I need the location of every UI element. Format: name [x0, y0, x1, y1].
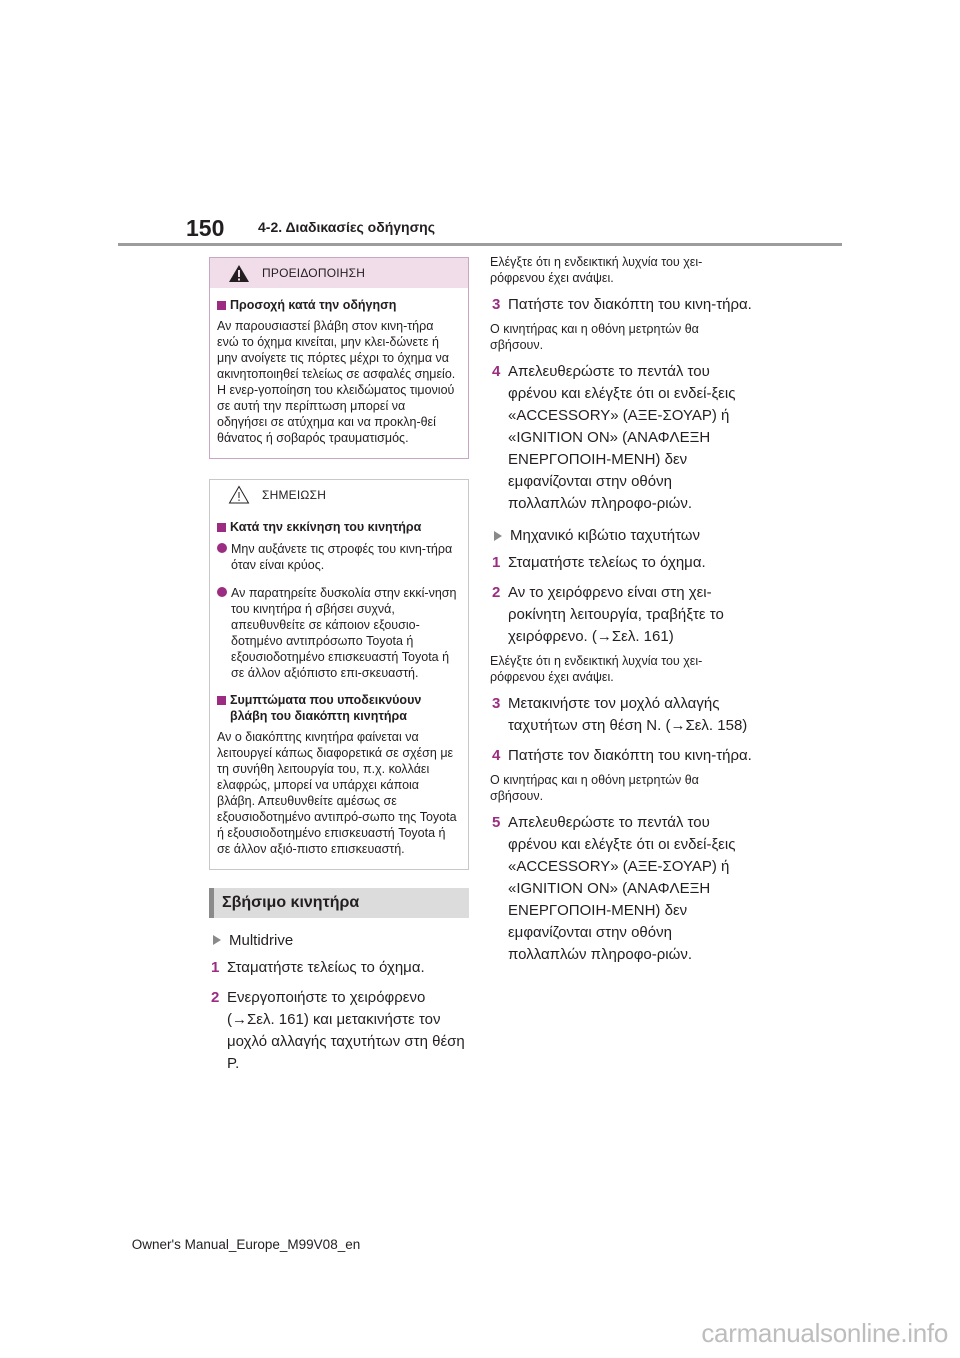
warning-box	[209, 257, 469, 459]
step-number: 1	[211, 958, 220, 976]
manual-step-4	[490, 745, 752, 767]
manual-note-1: Ελέγξτε ότι η ενδεικτική λυχνία του χει-ρόφρενου έχει ανάψει.	[490, 654, 703, 684]
multidrive-step-3	[490, 294, 752, 316]
note-section1-title: Κατά την εκκίνηση του κινητήρα	[230, 519, 422, 534]
manual-step-3	[490, 693, 752, 737]
note-bullet-1	[217, 541, 458, 573]
header-rule	[118, 243, 842, 246]
warning-section-head	[217, 298, 458, 314]
step-text: Ενεργοποιήστε το χειρόφρενο (→Σελ. 161) και μετακινήστε τον μοχλό αλλαγής ταχυτήτων στη θέση P.	[227, 988, 465, 1072]
step-number: 3	[492, 695, 501, 712]
step-text: Σταματήστε τελείως το όχημα.	[227, 958, 425, 976]
note-box	[209, 479, 469, 870]
step-text: Απελευθερώστε το πεντάλ του φρένου και ελέγξτε ότι οι ενδεί-ξεις «ACCESSORY» (ΑΞΕ-ΣΟΥΑΡ) ή «IGNITION ON» (ΑΝΑΦΛΕΞΗ ΕΝΕΡΓΟΠΟΙΗ-ΜΕΝΗ) δεν εμφανίζονται στην οθόνη πολλαπλών πληροφο-ριών.	[508, 814, 736, 963]
note-section1-head	[217, 520, 458, 536]
right-column	[490, 255, 752, 966]
warning-body	[210, 288, 468, 458]
multidrive-label	[209, 932, 469, 949]
multidrive-step-2	[209, 987, 469, 1075]
stop-engine-heading: Σβήσιμο κινητήρα	[209, 888, 469, 918]
note-title: ΣΗΜΕΙΩΣΗ	[262, 487, 327, 502]
multidrive-label-text: Multidrive	[229, 931, 294, 949]
square-bullet-icon	[217, 696, 226, 705]
manual-note-2: Ο κινητήρας και η οθόνη μετρητών θα σβήσουν.	[490, 773, 699, 803]
note-section2-text: Αν ο διακόπτης κινητήρα φαίνεται να λειτουργεί κάπως διαφορετικά σε σχέση με τη συνήθη λειτουργία του, π.χ. κολλάει ελαφρώς, μπορεί να υπάρχει κάποια βλάβη. Απευθυνθείτε αμέσως σε εξουσιοδοτημένο αντιπρό-σωπο της Toyota ή εξουσιοδοτημένο επισκευαστή Toyota ή σε άλλον αξιό-πιστο επισκευαστή.	[217, 729, 457, 856]
multidrive-note-2: Ο κινητήρας και η οθόνη μετρητών θα σβήσουν.	[490, 322, 699, 352]
step-number: 4	[492, 363, 501, 380]
step-number: 2	[492, 584, 501, 601]
watermark: carmanualsonline.info	[701, 1318, 948, 1348]
step-number: 5	[492, 814, 501, 831]
manual-step-5	[490, 812, 752, 966]
circle-bullet-icon	[217, 587, 227, 597]
step-text: Πατήστε τον διακόπτη του κινη-τήρα.	[508, 296, 752, 313]
note-bullet-2-text: Αν παρατηρείτε δυσκολία στην εκκί-νηση του κινητήρα ή σβήσει συχνά, απευθυνθείτε σε κάποιον εξουσιο-δοτημένο αντιπρόσωπο Toyota ή εξουσιοδοτημένο επισκευαστή Toyota ή σε άλλον αξιόπιστο επι-σκευαστή.	[231, 586, 457, 681]
manual-step-2	[490, 582, 752, 648]
manual-step-1	[490, 552, 752, 574]
step-text: Σταματήστε τελείως το όχημα.	[508, 554, 706, 571]
caution-triangle-icon	[228, 485, 250, 504]
left-column	[209, 257, 469, 1075]
step-number: 3	[492, 296, 501, 313]
note-body	[210, 510, 468, 869]
square-bullet-icon	[217, 523, 226, 532]
section-title: 4-2. Διαδικασίες οδήγησης	[258, 219, 436, 235]
step-number: 1	[492, 554, 501, 571]
warning-title: ΠΡΟΕΙΔΟΠΟΙΗΣΗ	[262, 266, 366, 280]
step-text: Απελευθερώστε το πεντάλ του φρένου και ελέγξτε ότι οι ενδεί-ξεις «ACCESSORY» (ΑΞΕ-ΣΟΥΑΡ) ή «IGNITION ON» (ΑΝΑΦΛΕΞΗ ΕΝΕΡΓΟΠΟΙΗ-ΜΕΝΗ) δεν εμφανίζονται στην οθόνη πολλαπλών πληροφο-ριών.	[508, 363, 736, 512]
triangle-bullet-icon	[494, 531, 502, 541]
note-bullet-2	[217, 585, 458, 681]
triangle-bullet-icon	[213, 935, 221, 945]
warning-header	[210, 258, 468, 288]
step-text: Μετακινήστε τον μοχλό αλλαγής ταχυτήτων στη θέση N. (→Σελ. 158)	[508, 695, 748, 734]
footer-text: Owner's Manual_Europe_M99V08_en	[131, 1237, 361, 1252]
multidrive-step-1	[209, 957, 469, 979]
manual-label-text: Μηχανικό κιβώτιο ταχυτήτων	[510, 527, 701, 544]
square-bullet-icon	[217, 301, 226, 310]
warning-text: Αν παρουσιαστεί βλάβη στον κινη-τήρα ενώ το όχημα κινείται, μην κλει-δώνετε ή μην ανοίγετε τις πόρτες μέχρι το όχημα να ακινητοποιηθεί τελείως σε ασφαλές σημείο. Η ενερ-γοποίηση του κλειδώματος τιμονιού σε αυτή την περίπτωση μπορεί να οδηγήσει σε ατύχημα και να προκλη-θεί θάνατος ή σοβαρός τραυματισμός.	[217, 318, 456, 445]
note-section2-head	[217, 693, 458, 724]
step-text: Αν το χειρόφρενο είναι στη χει-ροκίνητη λειτουργία, τραβήξτε το χειρόφρενο. (→Σελ. 161)	[508, 584, 724, 645]
multidrive-step-4	[490, 361, 752, 515]
step-number: 4	[492, 747, 501, 764]
warning-section-title: Προσοχή κατά την οδήγηση	[230, 298, 397, 312]
warning-triangle-icon	[228, 264, 250, 283]
page-number: 150	[186, 215, 225, 241]
note-header	[210, 480, 468, 510]
multidrive-note-1: Ελέγξτε ότι η ενδεικτική λυχνία του χει-ρόφρενου έχει ανάψει.	[490, 255, 703, 285]
step-number: 2	[211, 988, 220, 1006]
note-bullet-1-text: Μην αυξάνετε τις στροφές του κινη-τήρα όταν είναι κρύος.	[231, 542, 453, 573]
note-section2-title: Συμπτώματα που υποδεικνύουν βλάβη του διακόπτη κινητήρα	[230, 693, 422, 723]
step-text: Πατήστε τον διακόπτη του κινη-τήρα.	[508, 747, 752, 764]
manual-label	[490, 527, 752, 544]
circle-bullet-icon	[217, 543, 227, 553]
